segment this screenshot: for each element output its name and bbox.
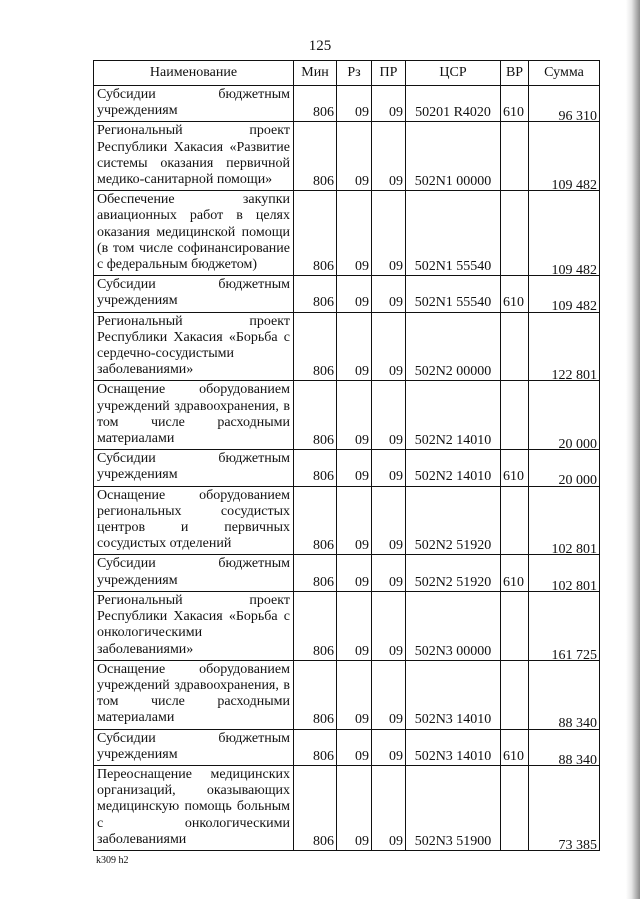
- cell-pr: 09: [372, 312, 406, 381]
- cell-min: 806: [294, 312, 337, 381]
- cell-name: Региональный проект Республики Хакасия «Развитие системы оказания первичной медико-санитарной помощи»: [94, 122, 294, 191]
- cell-rz: 09: [337, 660, 372, 729]
- cell-name: Оснащение оборудованием региональных сосудистых центров и первичных сосудистых отделений: [94, 486, 294, 555]
- table-row: [94, 312, 600, 381]
- cell-sum: 109 482: [529, 126, 600, 195]
- cell-name: Субсидии бюджетным учреждениям: [94, 450, 294, 486]
- cell-name: Субсидии бюджетным учреждениям: [94, 276, 294, 312]
- cell-sum: 122 801: [529, 316, 600, 385]
- cell-pr: 09: [372, 86, 406, 122]
- cell-vr: [501, 660, 529, 729]
- cell-rz: 09: [337, 381, 372, 450]
- cell-rz: 09: [337, 276, 372, 312]
- table-row: [94, 555, 600, 591]
- cell-vr: [501, 191, 529, 276]
- cell-rz: 09: [337, 122, 372, 191]
- cell-pr: 09: [372, 381, 406, 450]
- header-row: [94, 61, 600, 86]
- cell-pr: 09: [372, 486, 406, 555]
- cell-vr: [501, 312, 529, 381]
- cell-csr: 502N3 00000: [406, 591, 501, 660]
- cell-vr: 610: [501, 555, 529, 591]
- cell-pr: 09: [372, 191, 406, 276]
- footer-code: k309 h2: [96, 855, 129, 866]
- cell-rz: 09: [337, 729, 372, 765]
- header-rz: Рз: [337, 61, 372, 86]
- table-row: [94, 86, 600, 122]
- cell-name: Субсидии бюджетным учреждениям: [94, 555, 294, 591]
- header-pr: ПР: [372, 61, 406, 86]
- cell-min: 806: [294, 660, 337, 729]
- cell-vr: 610: [501, 729, 529, 765]
- cell-vr: [501, 122, 529, 191]
- cell-pr: 09: [372, 450, 406, 486]
- table-body: [94, 86, 600, 851]
- cell-csr: 502N2 00000: [406, 312, 501, 381]
- cell-csr: 502N2 14010: [406, 450, 501, 486]
- cell-name: Субсидии бюджетным учреждениям: [94, 86, 294, 122]
- cell-csr: 50201 R4020: [406, 86, 501, 122]
- table-row: [94, 591, 600, 660]
- cell-pr: 09: [372, 555, 406, 591]
- cell-min: 806: [294, 486, 337, 555]
- table-row: [94, 486, 600, 555]
- cell-sum: 20 000: [529, 385, 600, 454]
- cell-csr: 502N1 55540: [406, 191, 501, 276]
- cell-vr: [501, 765, 529, 850]
- table-row: [94, 765, 600, 850]
- cell-min: 806: [294, 276, 337, 312]
- cell-name: Оснащение оборудованием учреждений здравоохранения, в том числе расходными материалами: [94, 660, 294, 729]
- table-row: [94, 381, 600, 450]
- cell-pr: 09: [372, 729, 406, 765]
- table-row: [94, 276, 600, 312]
- table-header: [94, 61, 600, 86]
- header-min: Мин: [294, 61, 337, 86]
- cell-csr: 502N1 00000: [406, 122, 501, 191]
- cell-pr: 09: [372, 276, 406, 312]
- header-sum: Сумма: [529, 61, 600, 86]
- cell-csr: 502N2 14010: [406, 381, 501, 450]
- cell-sum: 109 482: [529, 195, 600, 280]
- table-row: [94, 450, 600, 486]
- cell-name: Переоснащение медицинских организаций, оказывающих медицинскую помощь больным с онкологическими заболеваниями: [94, 765, 294, 850]
- cell-sum: 88 340: [529, 664, 600, 733]
- cell-sum: 88 340: [529, 733, 600, 769]
- cell-pr: 09: [372, 122, 406, 191]
- cell-name: Региональный проект Республики Хакасия «Борьба с сердечно-сосудистыми заболеваниями»: [94, 312, 294, 381]
- cell-min: 806: [294, 729, 337, 765]
- cell-pr: 09: [372, 591, 406, 660]
- cell-sum: 109 482: [529, 280, 600, 316]
- cell-min: 806: [294, 122, 337, 191]
- table-row: [94, 122, 600, 191]
- header-vr: ВР: [501, 61, 529, 86]
- cell-min: 806: [294, 450, 337, 486]
- budget-table: [93, 60, 600, 851]
- cell-min: 806: [294, 591, 337, 660]
- cell-vr: [501, 486, 529, 555]
- cell-pr: 09: [372, 765, 406, 850]
- cell-rz: 09: [337, 86, 372, 122]
- cell-csr: 502N3 14010: [406, 729, 501, 765]
- header-csr: ЦСР: [406, 61, 501, 86]
- page-number: 125: [308, 38, 332, 54]
- cell-csr: 502N3 14010: [406, 660, 501, 729]
- cell-vr: [501, 381, 529, 450]
- cell-min: 806: [294, 191, 337, 276]
- cell-sum: 161 725: [529, 595, 600, 664]
- cell-csr: 502N1 55540: [406, 276, 501, 312]
- cell-min: 806: [294, 86, 337, 122]
- cell-rz: 09: [337, 591, 372, 660]
- cell-vr: [501, 591, 529, 660]
- cell-sum: 96 310: [529, 90, 600, 126]
- header-name: Наименование: [94, 61, 294, 86]
- cell-sum: 102 801: [529, 490, 600, 559]
- cell-sum: 73 385: [529, 769, 600, 854]
- table-row: [94, 660, 600, 729]
- cell-vr: 610: [501, 86, 529, 122]
- cell-sum: 20 000: [529, 454, 600, 490]
- table-row: [94, 729, 600, 765]
- cell-name: Оснащение оборудованием учреждений здравоохранения, в том числе расходными материалами: [94, 381, 294, 450]
- cell-rz: 09: [337, 312, 372, 381]
- cell-min: 806: [294, 765, 337, 850]
- cell-min: 806: [294, 555, 337, 591]
- cell-csr: 502N2 51920: [406, 486, 501, 555]
- cell-rz: 09: [337, 486, 372, 555]
- cell-name: Региональный проект Республики Хакасия «Борьба с онкологическими заболеваниями»: [94, 591, 294, 660]
- cell-csr: 502N3 51900: [406, 765, 501, 850]
- scan-edge-shadow: [626, 0, 640, 899]
- cell-pr: 09: [372, 660, 406, 729]
- cell-name: Субсидии бюджетным учреждениям: [94, 729, 294, 765]
- cell-sum: 102 801: [529, 559, 600, 595]
- cell-vr: 610: [501, 276, 529, 312]
- cell-rz: 09: [337, 450, 372, 486]
- table-row: [94, 191, 600, 276]
- cell-name: Обеспечение закупки авиационных работ в целях оказания медицинской помощи (в том числе софинансирование с федеральным бюджетом): [94, 191, 294, 276]
- cell-vr: 610: [501, 450, 529, 486]
- cell-rz: 09: [337, 191, 372, 276]
- cell-rz: 09: [337, 555, 372, 591]
- cell-min: 806: [294, 381, 337, 450]
- cell-csr: 502N2 51920: [406, 555, 501, 591]
- cell-rz: 09: [337, 765, 372, 850]
